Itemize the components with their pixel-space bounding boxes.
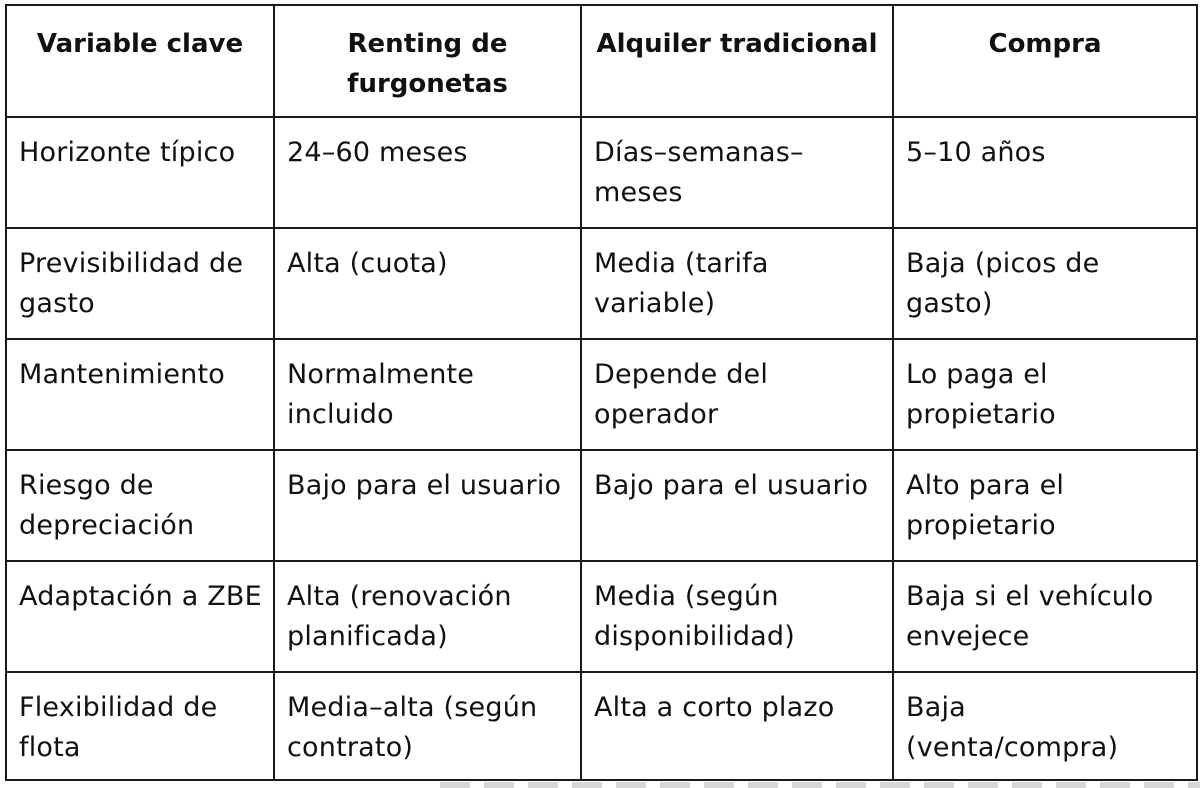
table-cell: Media–alta (según contrato)	[274, 672, 581, 780]
table-header-row	[6, 5, 1197, 117]
table-cell: Alta a corto plazo	[581, 672, 893, 780]
table-row	[6, 339, 1197, 450]
table-row	[6, 561, 1197, 672]
header-compra: Compra	[893, 5, 1197, 117]
comparison-table	[5, 4, 1198, 781]
table-cell: 24–60 meses	[274, 117, 581, 228]
table-cell: Baja (picos de gasto)	[893, 228, 1197, 339]
table-cell: Alta (cuota)	[274, 228, 581, 339]
cropped-text-remnant	[440, 782, 1200, 788]
table-cell: Normalmente incluido	[274, 339, 581, 450]
table-cell: Media (tarifa variable)	[581, 228, 893, 339]
table-cell: Baja (venta/compra)	[893, 672, 1197, 780]
table-row	[6, 228, 1197, 339]
header-variable-clave: Variable clave	[6, 5, 274, 117]
table-row	[6, 672, 1197, 780]
table-cell: Lo paga el propietario	[893, 339, 1197, 450]
table-cell: Bajo para el usuario	[581, 450, 893, 561]
table-cell: Horizonte típico	[6, 117, 274, 228]
table-cell: Alta (renovación planificada)	[274, 561, 581, 672]
header-renting: Renting de furgonetas	[274, 5, 581, 117]
table-cell: Flexibilidad de flota	[6, 672, 274, 780]
table-cell: 5–10 años	[893, 117, 1197, 228]
table-cell: Previsibilidad de gasto	[6, 228, 274, 339]
table-cell: Riesgo de depreciación	[6, 450, 274, 561]
table-cell: Días–semanas–meses	[581, 117, 893, 228]
header-alquiler: Alquiler tradicional	[581, 5, 893, 117]
table-cell: Media (según disponibilidad)	[581, 561, 893, 672]
table-cell: Mantenimiento	[6, 339, 274, 450]
table-cell: Baja si el vehículo envejece	[893, 561, 1197, 672]
table-cell: Alto para el propietario	[893, 450, 1197, 561]
table-row	[6, 117, 1197, 228]
table-cell: Adaptación a ZBE	[6, 561, 274, 672]
table-row	[6, 450, 1197, 561]
table-cell: Bajo para el usuario	[274, 450, 581, 561]
table-cell: Depende del operador	[581, 339, 893, 450]
